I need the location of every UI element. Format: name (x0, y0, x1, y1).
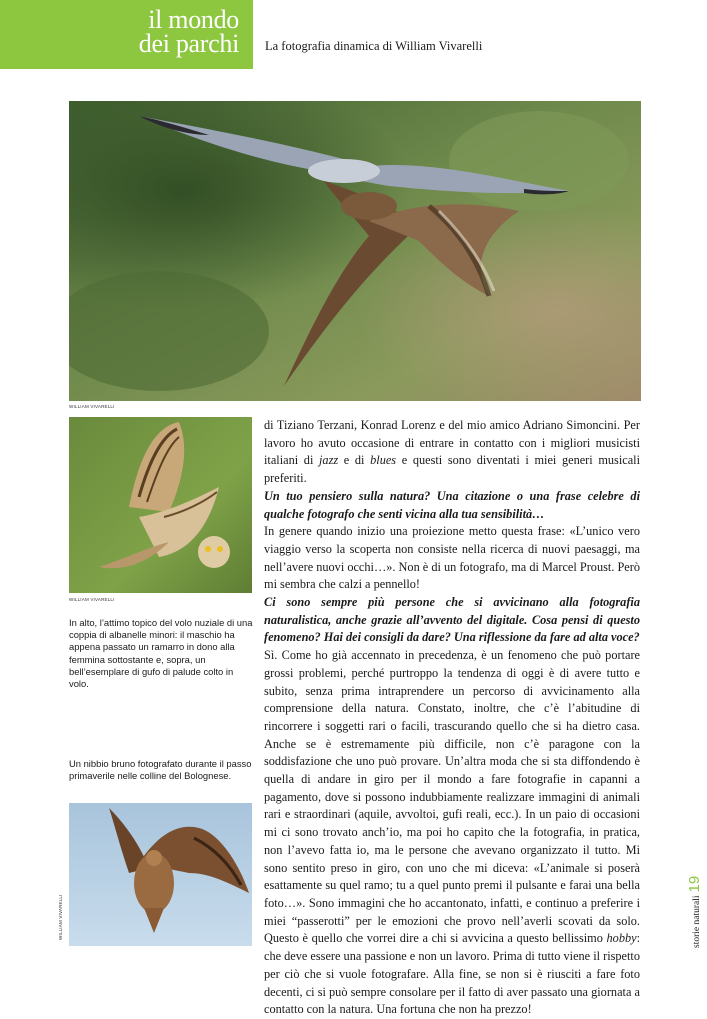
caption-harriers-owl: In alto, l’attimo topico del volo nuziale di una coppia di albanelle minori: il maschio ha appena passato un ramarro in dono alla femmina sottostante e, sopra, un bell’esemplare di gufo di palude colto in volo. (69, 617, 253, 690)
section-title-line1: il mondo (148, 5, 239, 34)
caption-black-kite: Un nibbio bruno fotografato durante il passo primaverile nelle colline del Bolognese. (69, 758, 252, 782)
section-header-box (0, 0, 253, 69)
article-subtitle: La fotografia dinamica di William Vivarelli (265, 39, 483, 53)
interview-question: Un tuo pensiero sulla natura? Una citazione o una frase celebre di qualche fotografo che senti vicina alla tua sensibilità… (264, 488, 640, 521)
black-kite-photo (69, 803, 252, 946)
folio (686, 876, 703, 948)
interview-question: Ci sono sempre più persone che si avvicinano alla fotografia naturalistica, anche grazie all’avvento del digitale. Cosa pensi di questo fenomeno? Hai dei consigli da dare? Una riflessione da fare ad alta voce? (264, 595, 640, 645)
harriers-photo (69, 101, 641, 401)
page-number: 19 (686, 875, 703, 893)
photo-credit-kite: WILLIAM VIVARELLI (58, 894, 63, 940)
section-title-line2: dei parchi (138, 29, 239, 58)
article-paragraph: In genere quando inizio una proiezione metto questa frase: «L’unico vero viaggio verso la scoperta non consiste nella ricerca di nuovi paesaggi, ma nell’avere nuovi occhi…». Non è di un fotografo, ma di Marcel Proust. Però mi sembra che calzi a pennello! (264, 524, 640, 592)
photo-credit-owl: WILLIAM VIVARELLI (69, 597, 115, 602)
owl-photo (69, 417, 252, 593)
photo-credit-main: WILLIAM VIVARELLI (69, 404, 115, 409)
article-paragraph: di Tiziano Terzani, Konrad Lorenz e del mio amico Adriano Simoncini. Per lavoro ho avuto occasione di entrare in contatto con i migliori musicisti italiani di jazz e di blues e questi sono diventati i miei generi musicali preferiti. (264, 418, 641, 486)
article-body (264, 417, 640, 1019)
section-title (138, 5, 239, 58)
article-paragraph: Sì. Come ho già accennato in precedenza, è un fenomeno che può portare grossi problemi, perché purtroppo la tendenza di oggi è di avere tutto e subito, senza prima intraprendere un percorso di avvicinamento alla comprensione della natura. Constato, inoltre, che c’è l’abitudine di rincorrere i soggetti rari o facili, trascurando quello che si ha dietro casa. Anche se è estremamente più difficile, non c’è paragone con la soddisfazione che uno può provare. Un’altra moda che si sta diffondendo è quella di andare in giro per il mondo a fare fotografie in capanni a pagamento, dove si possono indubbiamente realizzare immagini di animali rari e straordinari (aquile, avvoltoi, gufi reali, ecc.). In un paio di occasioni mi ci sono trovato anch’io, ma poi ho capito che la fotografia, in pratica, non l’avevo fatta io, ma le persone che avevano organizzato il tutto. Mi sono sentito preso in giro, con uno che mi diceva: «L’animale si poserà esattamente su quel ramo; tu a quel punto premi il pulsante e farai una bella foto…». Sono immagini che ho accantonato, infatti, e continuo a preferire i miei “passerotti” per le emozioni che provo nell’averli scovati da solo. Questo è quello che vorrei dire a chi si avvicina a questo bellissimo hobby: che deve essere una passione e non un lavoro. Prima di tutto viene il rispetto per ciò che si vuole fotografare. Alla fine, se non si è riusciti a fare foto decenti, ci si può sempre consolare per il fatto di aver passato una giornata a contatto con la natura. Una fortuna che non ha prezzo! (264, 648, 640, 1017)
magazine-name: storie naturali (692, 895, 702, 948)
